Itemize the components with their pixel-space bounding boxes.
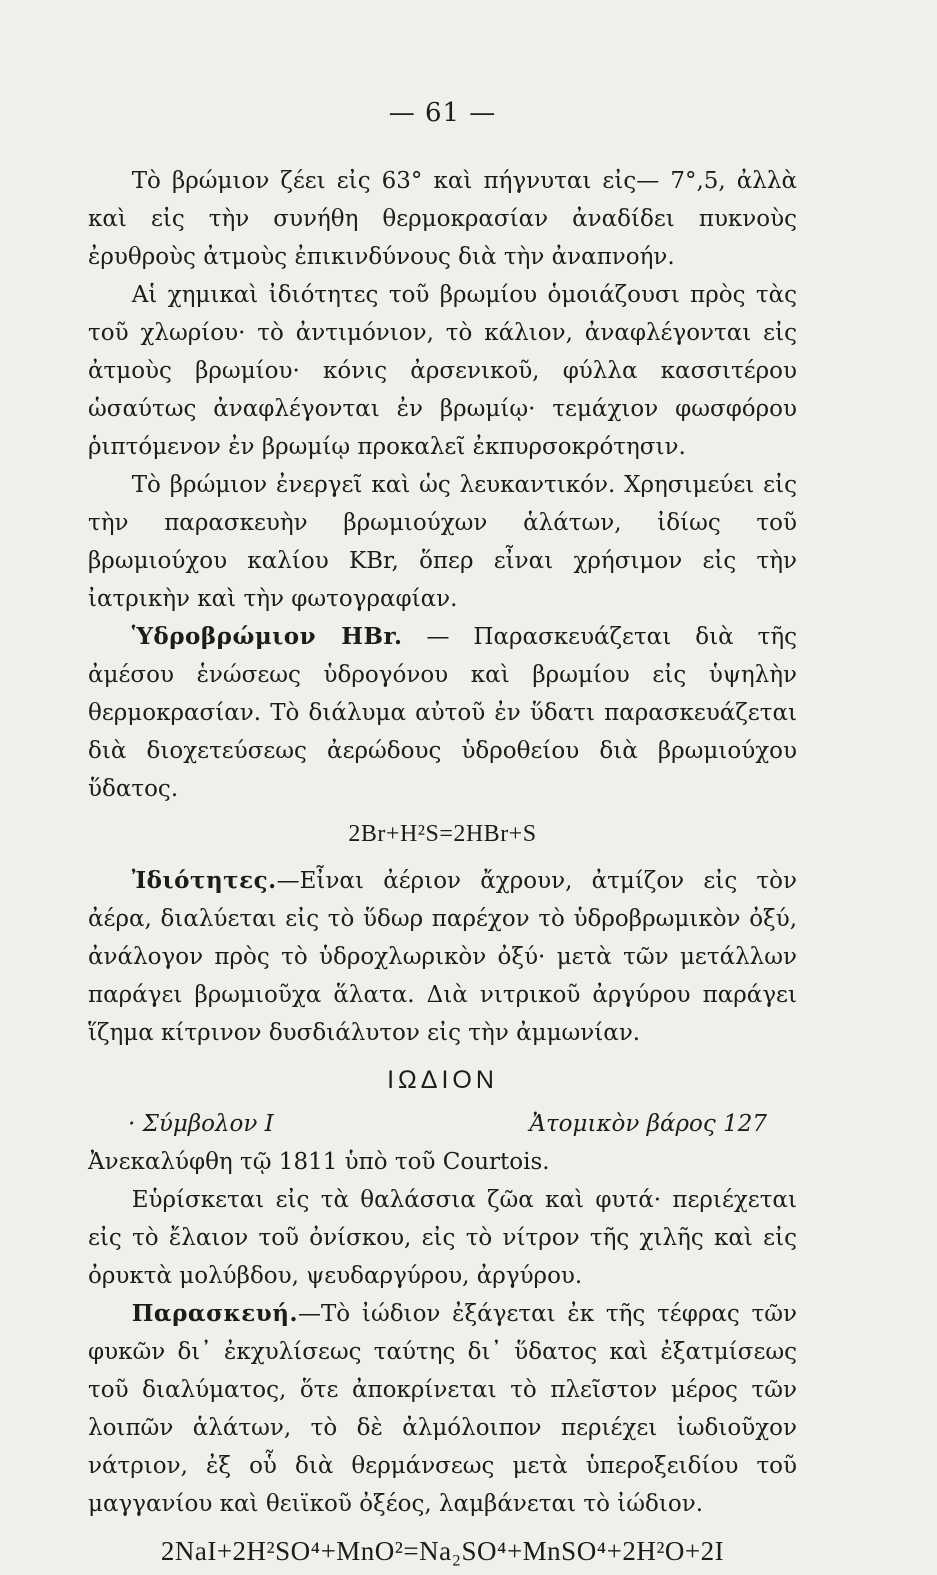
paragraph-hbr-properties [88,862,797,1052]
properties-text: —Εἶναι ἀέριον ἄχρουν, ἀτμίζον εἰς τὸν ἀέρα, διαλύεται εἰς τὸ ὕδωρ παρέχον τὸ ὑδροβρωμικὸν ὀξύ, ἀνάλογον πρὸς τὸ ὑδροχλωρικὸν ὀξύ· μετὰ τῶν μετάλλων παράγει βρωμιοῦχα ἅλατα. Διὰ νιτρικοῦ ἀργύρου παράγει ἵζημα κίτρινον δυσδιάλυτον εἰς τὴν ἀμμωνίαν. [88,868,797,1046]
equation-hbr: 2Br+H²S=2HBr+S [348,821,537,847]
iodine-atomic-weight: Ἀτομικὸν βάρος 127 [529,1111,767,1137]
term-preparation: Παρασκευή. [131,1300,298,1327]
paragraph-bromine-boiling: Τὸ βρώμιον ζέει εἰς 63° καὶ πήγνυται εἰς— 7°,5, ἀλλὰ καὶ εἰς τὴν συνήθη θερμοκρασίαν ἀναδίδει πυκνοὺς ἐρυθροὺς ἀτμοὺς ἐπικινδύνους διὰ τὴν ἀναπνοήν. [88,168,797,270]
term-properties: Ἰδιότητες. [131,867,277,894]
iodine-symbol: · Σύμβολον I [128,1111,274,1137]
symbol-row [88,1105,797,1143]
page-number: — 61 — [388,98,497,128]
section-heading-iodine: ΙΩΔΙΟΝ [387,1066,498,1094]
preparation-text: —Τὸ ἰώδιον ἐξάγεται ἐκ τῆς τέφρας τῶν φυκῶν δι᾽ ἐκχυλίσεως ταύτης δι᾽ ὕδατος καὶ ἐξατμίσεως τοῦ διαλύματος, ὅτε ἀποκρίνεται τὸ πλεῖστον μέρος τῶν λοιπῶν ἁλάτων, τὸ δὲ ἀλμόλοιπον περιέχει ἰωδιοῦχον νάτριον, ἐξ οὗ διὰ θερμάνσεως μετὰ ὑπεροξειδίου τοῦ μαγγανίου καὶ θειϊκοῦ ὀξέος, λαμβάνεται τὸ ἰώδιον. [88,1301,797,1517]
paragraph-iodine-preparation [88,1295,797,1523]
term-hydrobromic-acid: Ὑδροβρώμιον HBr. [131,623,403,650]
paragraph-bromine-chemical-properties: Αἱ χημικαὶ ἰδιότητες τοῦ βρωμίου ὁμοιάζουσι πρὸς τὰς τοῦ χλωρίου· τὸ ἀντιμόνιον, τὸ κάλιον, ἀναφλέγονται εἰς ἀτμοὺς βρωμίου· κόνις ἀρσενικοῦ, φύλλα κασσιτέρου ὡσαύτως ἀναφλέγονται ἐν βρωμίῳ· τεμάχιον φωσφόρου ῥιπτόμενον ἐν βρωμίῳ προκαλεῖ ἐκπυρσοκρότησιν. [88,282,797,460]
equation-iodine: 2NaI+2H²SO⁴+MnO²=Na₂SO⁴+MnSO⁴+2H²O+2I [160,1536,725,1566]
hydrobromic-acid-text: — Παρασκευάζεται διὰ τῆς ἀμέσου ἑνώσεως ὑδρογόνου καὶ βρωμίου εἰς ὑψηλὴν θερμοκρασίαν. Τὸ διάλυμα αὐτοῦ ἐν ὕδατι παρασκευάζεται διὰ διοχετεύσεως ἀερώδους ὑδροθείου διὰ βρωμιούχου ὕδατος. [88,624,797,802]
paragraph-bromine-uses: Τὸ βρώμιον ἐνεργεῖ καὶ ὡς λευκαντικόν. Χρησιμεύει εἰς τὴν παρασκευὴν βρωμιούχων ἁλάτων, ἰδίως τοῦ βρωμιούχου καλίου KBr, ὅπερ εἶναι χρήσιμον εἰς τὴν ἰατρικὴν καὶ τὴν φωτογραφίαν. [88,472,797,612]
paragraph-hydrobromic-acid [88,618,797,808]
paragraph-iodine-occurrence: Εὑρίσκεται εἰς τὰ θαλάσσια ζῶα καὶ φυτά· περιέχεται εἰς τὸ ἔλαιον τοῦ ὀνίσκου, εἰς τὸ νίτρον τῆς χιλῆς καὶ εἰς ὀρυκτὰ μολύβδου, ψευδαργύρου, ἀργύρου. [88,1187,797,1289]
paragraph-iodine-discovery: Ἀνεκαλύφθη τῷ 1811 ὑπὸ τοῦ Courtois. [88,1149,550,1175]
